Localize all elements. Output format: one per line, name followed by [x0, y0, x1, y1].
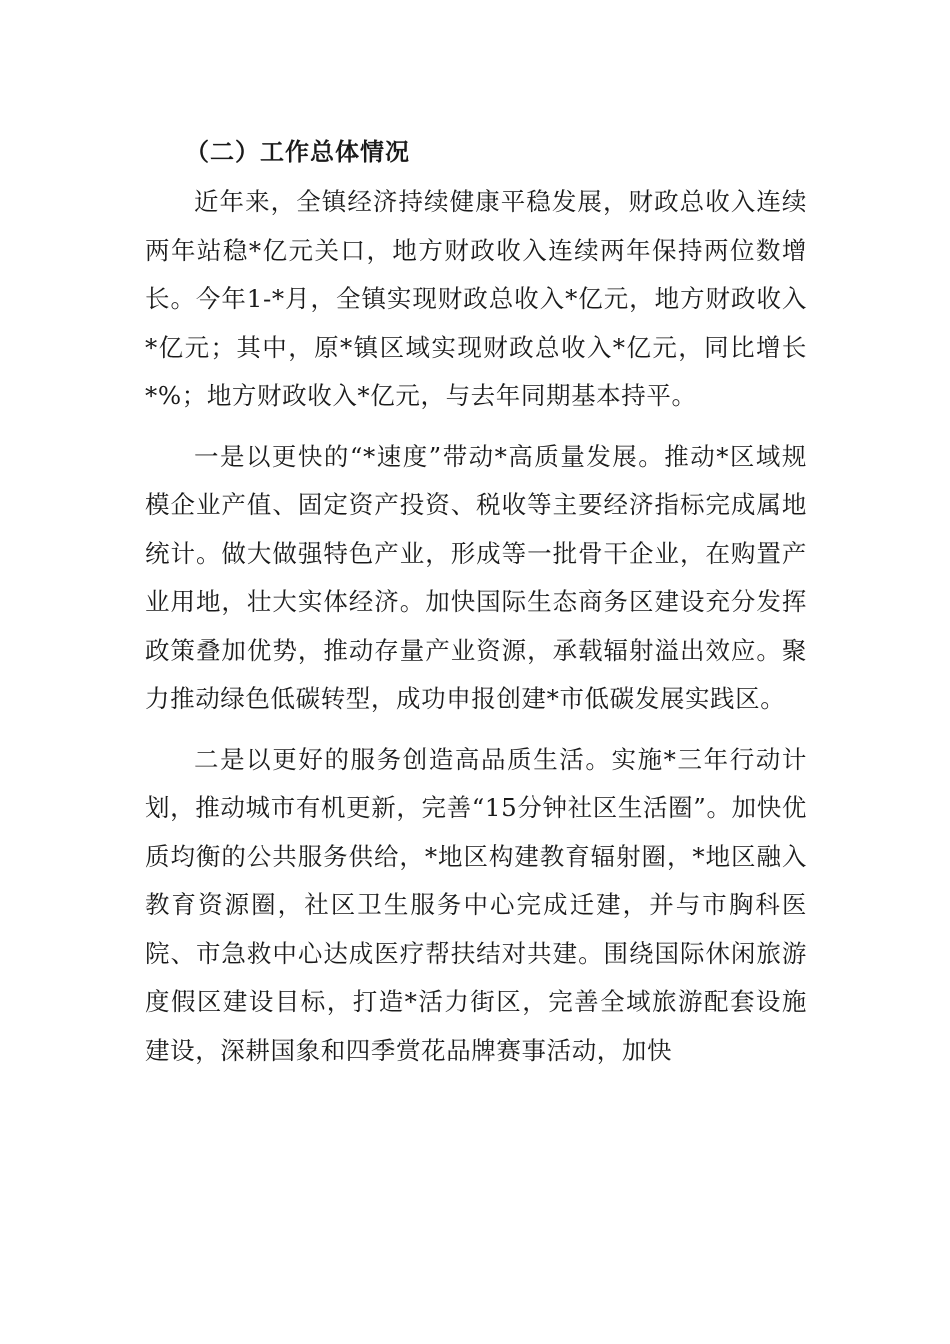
document-body: [145, 128, 807, 1075]
section-heading: （二）工作总体情况: [185, 137, 410, 166]
paragraph-point-one: 一是以更快的“*速度”带动*高质量发展。推动*区域规模企业产值、固定资产投资、税收等主要经济指标完成属地统计。做大做强特色产业，形成等一批骨干企业，在购置产业用地，壮大实体经济。加快国际生态商务区建设充分发挥政策叠加优势，推动存量产业资源，承载辐射溢出效应。聚力推动绿色低碳转型，成功申报创建*市低碳发展实践区。: [145, 441, 807, 713]
paragraph-point-two: 二是以更好的服务创造高品质生活。实施*三年行动计划，推动城市有机更新，完善“15分钟社区生活圈”。加快优质均衡的公共服务供给，*地区构建教育辐射圈，*地区融入教育资源圈，社区卫生服务中心完成迁建，并与市胸科医院、市急救中心达成医疗帮扶结对共建。围绕国际休闲旅游度假区建设目标，打造*活力街区，完善全域旅游配套设施建设，深耕国象和四季赏花品牌赛事活动，加快: [145, 744, 807, 1065]
paragraph-overview: 近年来，全镇经济持续健康平稳发展，财政总收入连续两年站稳*亿元关口，地方财政收入连续两年保持两位数增长。今年1-*月，全镇实现财政总收入*亿元，地方财政收入*亿元；其中，原*镇区域实现财政总收入*亿元，同比增长*%；地方财政收入*亿元，与去年同期基本持平。: [145, 187, 807, 410]
